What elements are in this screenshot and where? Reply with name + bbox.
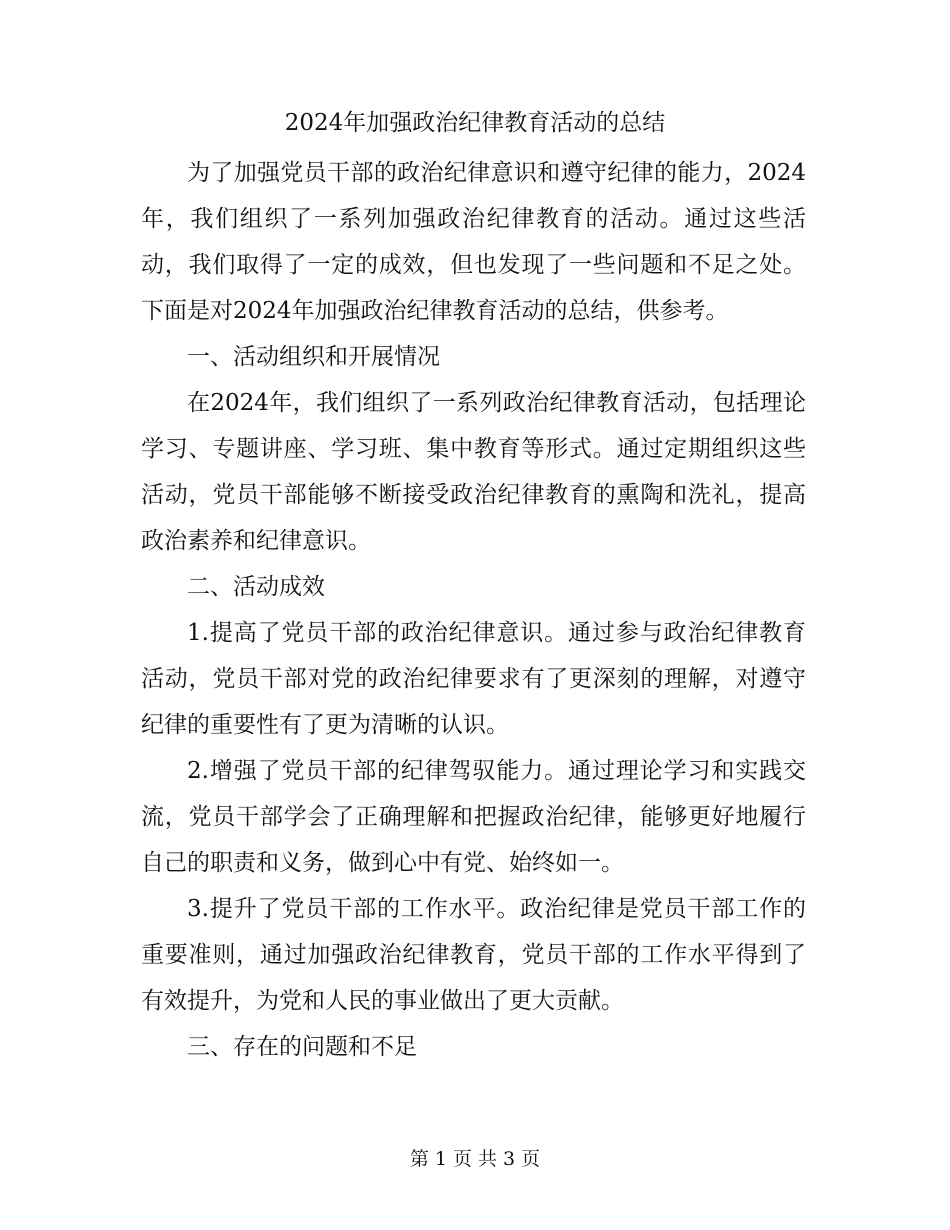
result-paragraph-3: 3.提升了党员干部的工作水平。政治纪律是党员干部工作的重要准则，通过加强政治纪律教育，党员干部的工作水平得到了有效提升，为党和人民的事业做出了更大贡献。: [141, 896, 806, 1014]
result-paragraph-2: 2.增强了党员干部的纪律驾驭能力。通过理论学习和实践交流，党员干部学会了正确理解和把握政治纪律，能够更好地履行自己的职责和义务，做到心中有党、始终如一。: [141, 758, 806, 876]
document-body: [141, 150, 806, 1070]
section-heading-2: 二、活动成效: [187, 574, 325, 600]
page-footer: 第 1 页 共 3 页: [409, 1148, 541, 1170]
activity-paragraph: 在2024年，我们组织了一系列政治纪律教育活动，包括理论学习、专题讲座、学习班、集中教育等形式。通过定期组织这些活动，党员干部能够不断接受政治纪律教育的熏陶和洗礼，提高政治素养和纪律意识。: [141, 390, 806, 554]
result-paragraph-1: 1.提高了党员干部的政治纪律意识。通过参与政治纪律教育活动，党员干部对党的政治纪律要求有了更深刻的理解，对遵守纪律的重要性有了更为清晰的认识。: [141, 620, 806, 738]
document-title: 2024年加强政治纪律教育活动的总结: [284, 110, 666, 136]
section-heading-3: 三、存在的问题和不足: [187, 1034, 417, 1060]
intro-paragraph: 为了加强党员干部的政治纪律意识和遵守纪律的能力，2024年，我们组织了一系列加强政治纪律教育的活动。通过这些活动，我们取得了一定的成效，但也发现了一些问题和不足之处。下面是对2024年加强政治纪律教育活动的总结，供参考。: [141, 160, 806, 324]
section-heading-1: 一、活动组织和开展情况: [187, 344, 440, 370]
